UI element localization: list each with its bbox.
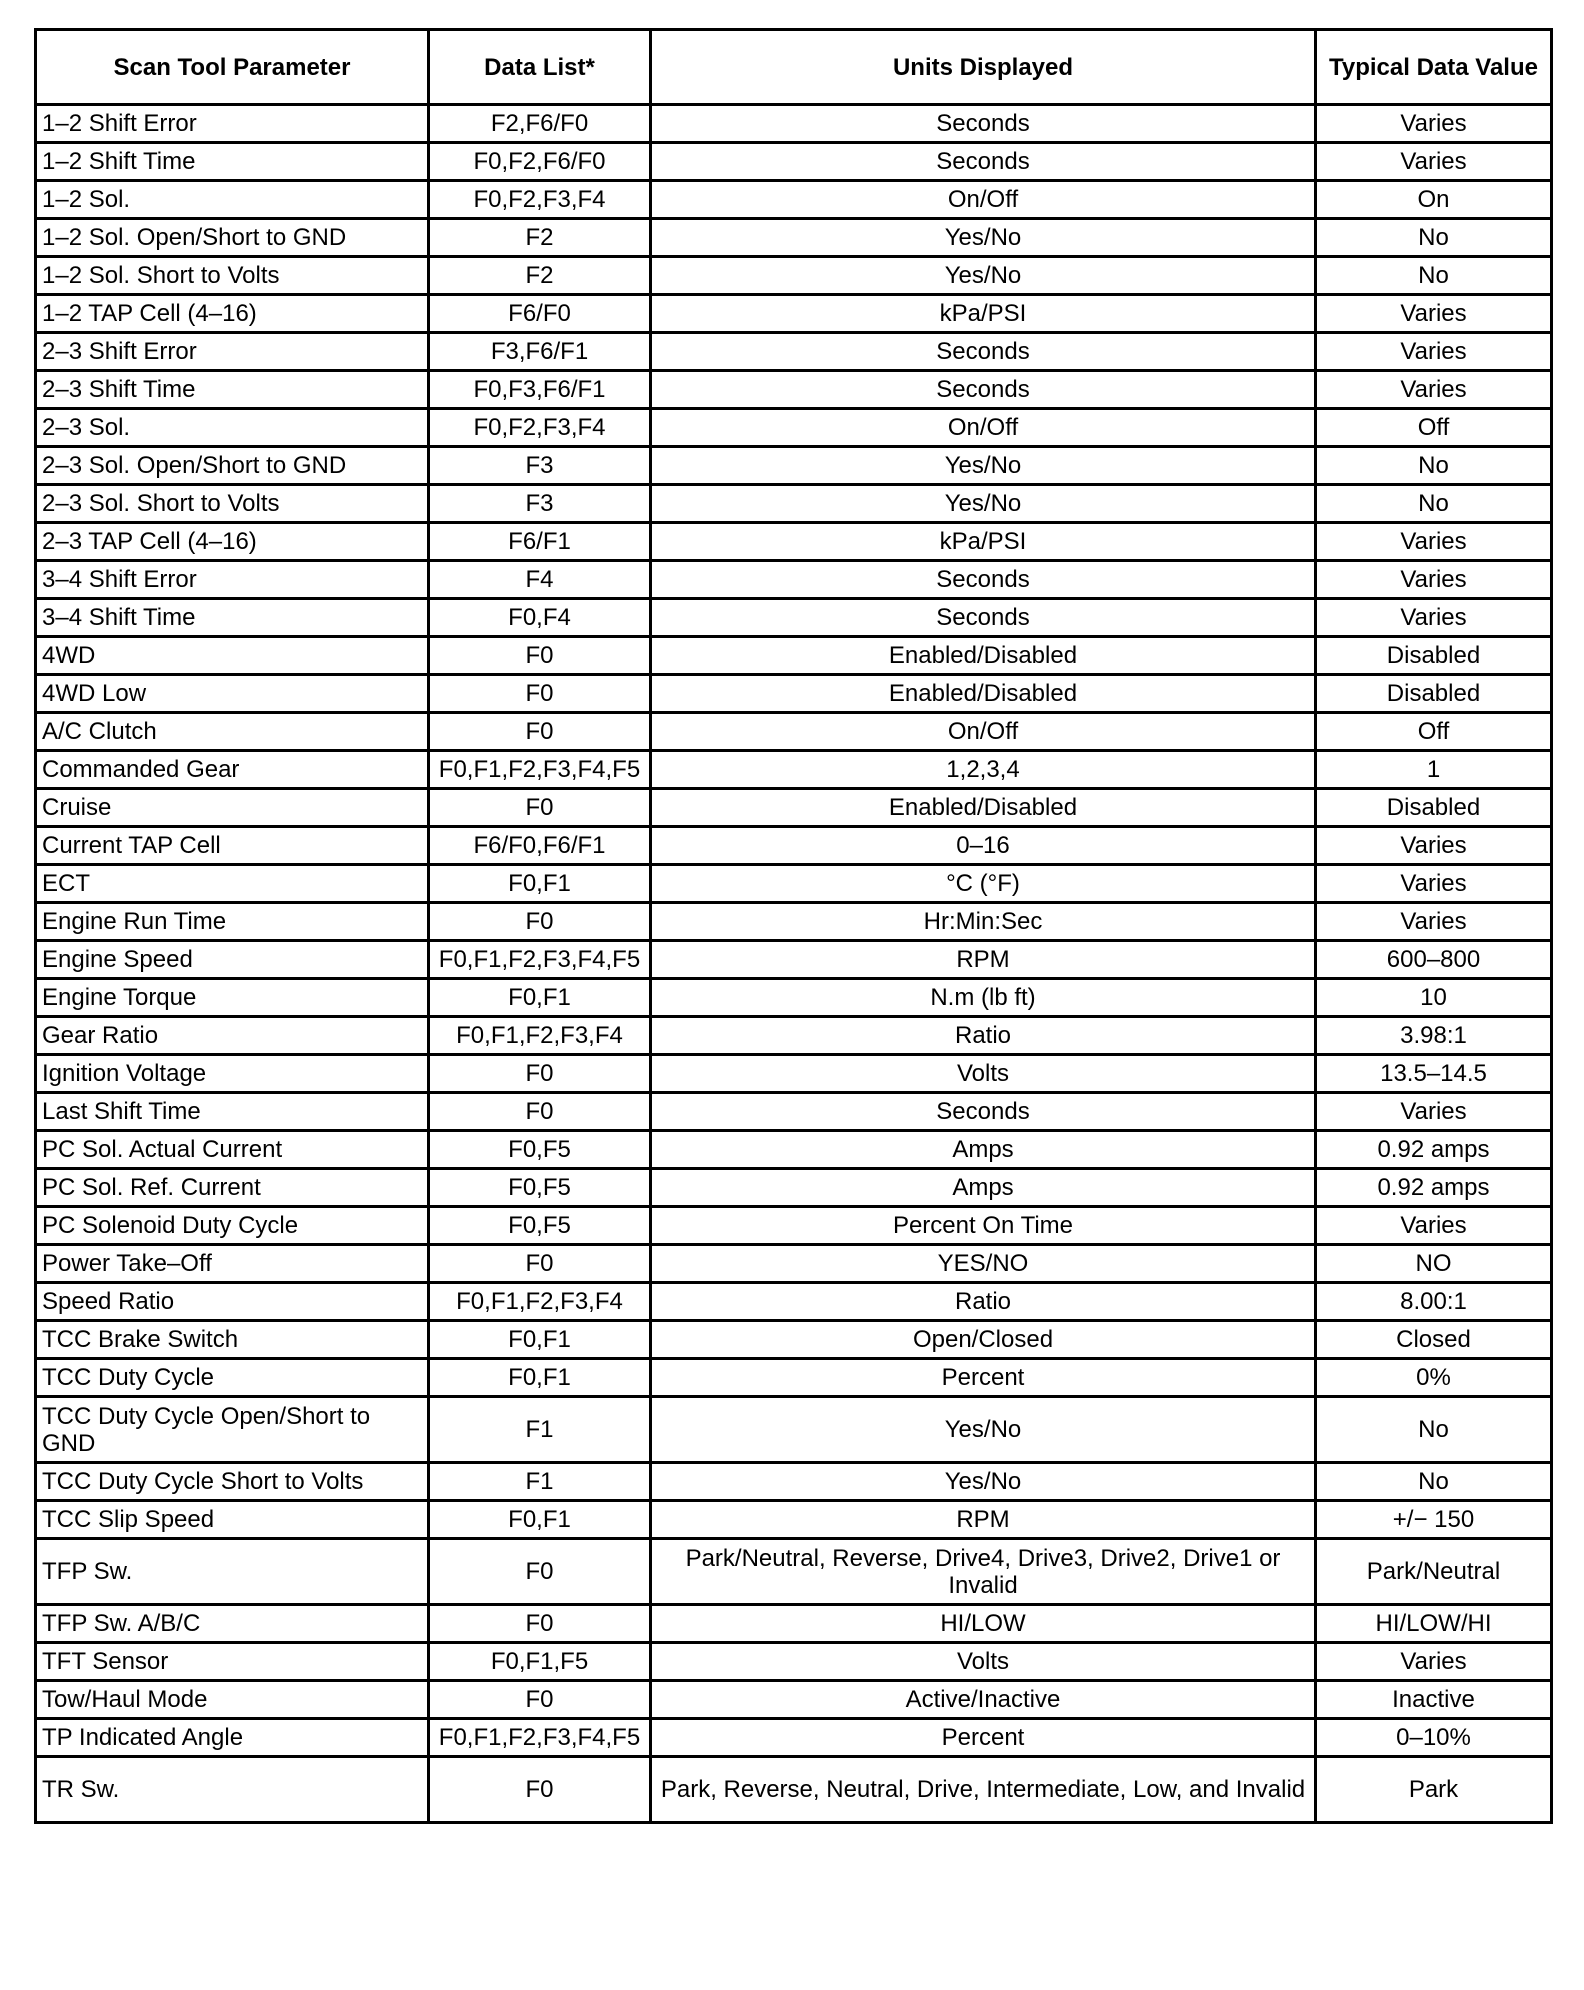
- units-cell: Seconds: [651, 561, 1316, 599]
- table-row: [36, 1055, 1552, 1093]
- typical-value-cell: Off: [1316, 713, 1552, 751]
- parameter-cell: Engine Run Time: [36, 903, 429, 941]
- data-list-cell: F0,F2,F3,F4: [429, 409, 651, 447]
- table-row: [36, 143, 1552, 181]
- units-cell: Volts: [651, 1055, 1316, 1093]
- typical-value-cell: 8.00:1: [1316, 1283, 1552, 1321]
- typical-value-cell: Varies: [1316, 827, 1552, 865]
- table-row: [36, 219, 1552, 257]
- typical-value-cell: Varies: [1316, 105, 1552, 143]
- typical-value-cell: Varies: [1316, 143, 1552, 181]
- typical-value-cell: 0–10%: [1316, 1719, 1552, 1757]
- table-row: [36, 409, 1552, 447]
- table-row: [36, 865, 1552, 903]
- units-cell: On/Off: [651, 713, 1316, 751]
- table-row: [36, 827, 1552, 865]
- parameter-cell: 1–2 TAP Cell (4–16): [36, 295, 429, 333]
- typical-value-cell: Varies: [1316, 865, 1552, 903]
- parameter-cell: 4WD: [36, 637, 429, 675]
- data-list-cell: F0: [429, 1605, 651, 1643]
- header-data-list: Data List*: [429, 30, 651, 105]
- parameter-cell: 1–2 Sol.: [36, 181, 429, 219]
- units-cell: Yes/No: [651, 1397, 1316, 1463]
- units-cell: Enabled/Disabled: [651, 789, 1316, 827]
- data-list-cell: F2,F6/F0: [429, 105, 651, 143]
- data-list-cell: F1: [429, 1397, 651, 1463]
- typical-value-cell: Disabled: [1316, 675, 1552, 713]
- parameter-cell: TFT Sensor: [36, 1643, 429, 1681]
- header-scan-tool-parameter: Scan Tool Parameter: [36, 30, 429, 105]
- header-row: [36, 30, 1552, 105]
- units-cell: 1,2,3,4: [651, 751, 1316, 789]
- parameter-cell: 2–3 TAP Cell (4–16): [36, 523, 429, 561]
- units-cell: Seconds: [651, 333, 1316, 371]
- typical-value-cell: Varies: [1316, 903, 1552, 941]
- table-row: [36, 1757, 1552, 1823]
- data-list-cell: F0,F4: [429, 599, 651, 637]
- parameter-cell: 2–3 Sol.: [36, 409, 429, 447]
- units-cell: Percent: [651, 1719, 1316, 1757]
- parameter-cell: PC Solenoid Duty Cycle: [36, 1207, 429, 1245]
- units-cell: Amps: [651, 1169, 1316, 1207]
- units-cell: Open/Closed: [651, 1321, 1316, 1359]
- table-row: [36, 1207, 1552, 1245]
- table-row: [36, 1605, 1552, 1643]
- units-cell: Park, Reverse, Neutral, Drive, Intermediate, Low, and Invalid: [651, 1757, 1316, 1823]
- units-cell: Seconds: [651, 143, 1316, 181]
- table-row: [36, 903, 1552, 941]
- typical-value-cell: Varies: [1316, 371, 1552, 409]
- data-list-cell: F2: [429, 257, 651, 295]
- table-row: [36, 751, 1552, 789]
- table-row: [36, 1131, 1552, 1169]
- parameter-cell: 2–3 Sol. Short to Volts: [36, 485, 429, 523]
- units-cell: Volts: [651, 1643, 1316, 1681]
- data-list-cell: F0: [429, 1093, 651, 1131]
- data-list-cell: F1: [429, 1463, 651, 1501]
- units-cell: On/Off: [651, 409, 1316, 447]
- table-row: [36, 295, 1552, 333]
- typical-value-cell: HI/LOW/HI: [1316, 1605, 1552, 1643]
- typical-value-cell: Varies: [1316, 1643, 1552, 1681]
- parameter-cell: TR Sw.: [36, 1757, 429, 1823]
- data-list-cell: F0,F5: [429, 1131, 651, 1169]
- parameter-cell: TP Indicated Angle: [36, 1719, 429, 1757]
- units-cell: 0–16: [651, 827, 1316, 865]
- typical-value-cell: Varies: [1316, 1207, 1552, 1245]
- data-list-cell: F2: [429, 219, 651, 257]
- table-row: [36, 599, 1552, 637]
- parameter-cell: 1–2 Shift Time: [36, 143, 429, 181]
- typical-value-cell: Park: [1316, 1757, 1552, 1823]
- data-list-cell: F0: [429, 1055, 651, 1093]
- data-list-cell: F3,F6/F1: [429, 333, 651, 371]
- typical-value-cell: Disabled: [1316, 637, 1552, 675]
- data-list-cell: F0,F1: [429, 1501, 651, 1539]
- typical-value-cell: NO: [1316, 1245, 1552, 1283]
- parameter-cell: TCC Duty Cycle Open/Short to GND: [36, 1397, 429, 1463]
- units-cell: Seconds: [651, 599, 1316, 637]
- data-list-cell: F0: [429, 903, 651, 941]
- data-list-cell: F0,F1,F2,F3,F4,F5: [429, 1719, 651, 1757]
- parameter-cell: Current TAP Cell: [36, 827, 429, 865]
- typical-value-cell: No: [1316, 1397, 1552, 1463]
- table-row: [36, 257, 1552, 295]
- data-list-cell: F0: [429, 637, 651, 675]
- data-list-cell: F0,F3,F6/F1: [429, 371, 651, 409]
- table-row: [36, 105, 1552, 143]
- units-cell: HI/LOW: [651, 1605, 1316, 1643]
- table-row: [36, 1283, 1552, 1321]
- typical-value-cell: Closed: [1316, 1321, 1552, 1359]
- typical-value-cell: On: [1316, 181, 1552, 219]
- data-list-cell: F0,F5: [429, 1169, 651, 1207]
- units-cell: Enabled/Disabled: [651, 637, 1316, 675]
- units-cell: Seconds: [651, 1093, 1316, 1131]
- units-cell: Yes/No: [651, 447, 1316, 485]
- parameter-cell: Speed Ratio: [36, 1283, 429, 1321]
- data-list-cell: F0,F1,F2,F3,F4,F5: [429, 941, 651, 979]
- units-cell: Ratio: [651, 1283, 1316, 1321]
- parameter-cell: Power Take–Off: [36, 1245, 429, 1283]
- typical-value-cell: 0%: [1316, 1359, 1552, 1397]
- parameter-cell: 1–2 Shift Error: [36, 105, 429, 143]
- parameter-cell: A/C Clutch: [36, 713, 429, 751]
- units-cell: Yes/No: [651, 485, 1316, 523]
- units-cell: Ratio: [651, 1017, 1316, 1055]
- table-row: [36, 1321, 1552, 1359]
- data-list-cell: F0,F1,F5: [429, 1643, 651, 1681]
- parameter-cell: 4WD Low: [36, 675, 429, 713]
- table-row: [36, 181, 1552, 219]
- units-cell: °C (°F): [651, 865, 1316, 903]
- parameter-cell: 3–4 Shift Time: [36, 599, 429, 637]
- header-typical-data-value: Typical Data Value: [1316, 30, 1552, 105]
- parameter-cell: TCC Slip Speed: [36, 1501, 429, 1539]
- typical-value-cell: 600–800: [1316, 941, 1552, 979]
- typical-value-cell: Off: [1316, 409, 1552, 447]
- parameter-cell: Engine Speed: [36, 941, 429, 979]
- typical-value-cell: No: [1316, 485, 1552, 523]
- table-row: [36, 1539, 1552, 1605]
- typical-value-cell: Varies: [1316, 523, 1552, 561]
- data-list-cell: F0,F5: [429, 1207, 651, 1245]
- data-list-cell: F0: [429, 1539, 651, 1605]
- typical-value-cell: Disabled: [1316, 789, 1552, 827]
- table-row: [36, 1643, 1552, 1681]
- units-cell: Active/Inactive: [651, 1681, 1316, 1719]
- table-row: [36, 1681, 1552, 1719]
- typical-value-cell: 10: [1316, 979, 1552, 1017]
- typical-value-cell: 1: [1316, 751, 1552, 789]
- typical-value-cell: 0.92 amps: [1316, 1169, 1552, 1207]
- data-list-cell: F0,F1: [429, 979, 651, 1017]
- typical-value-cell: No: [1316, 257, 1552, 295]
- parameter-cell: Ignition Voltage: [36, 1055, 429, 1093]
- data-list-cell: F0: [429, 1681, 651, 1719]
- units-cell: Yes/No: [651, 1463, 1316, 1501]
- table-row: [36, 1463, 1552, 1501]
- table-row: [36, 485, 1552, 523]
- data-list-cell: F6/F0: [429, 295, 651, 333]
- table-row: [36, 1245, 1552, 1283]
- table-row: [36, 1169, 1552, 1207]
- table-row: [36, 713, 1552, 751]
- units-cell: On/Off: [651, 181, 1316, 219]
- table-row: [36, 941, 1552, 979]
- parameter-cell: TCC Duty Cycle Short to Volts: [36, 1463, 429, 1501]
- parameter-cell: Tow/Haul Mode: [36, 1681, 429, 1719]
- data-list-cell: F0,F1: [429, 865, 651, 903]
- table-row: [36, 979, 1552, 1017]
- typical-value-cell: Varies: [1316, 295, 1552, 333]
- parameter-cell: PC Sol. Actual Current: [36, 1131, 429, 1169]
- typical-value-cell: 13.5–14.5: [1316, 1055, 1552, 1093]
- parameter-cell: TCC Brake Switch: [36, 1321, 429, 1359]
- units-cell: N.m (lb ft): [651, 979, 1316, 1017]
- data-list-cell: F0,F2,F6/F0: [429, 143, 651, 181]
- typical-value-cell: Varies: [1316, 333, 1552, 371]
- parameter-cell: ECT: [36, 865, 429, 903]
- units-cell: Park/Neutral, Reverse, Drive4, Drive3, Drive2, Drive1 or Invalid: [651, 1539, 1316, 1605]
- units-cell: Enabled/Disabled: [651, 675, 1316, 713]
- units-cell: Percent: [651, 1359, 1316, 1397]
- data-list-cell: F0,F1: [429, 1359, 651, 1397]
- data-list-cell: F6/F0,F6/F1: [429, 827, 651, 865]
- data-list-cell: F4: [429, 561, 651, 599]
- parameter-cell: TFP Sw.: [36, 1539, 429, 1605]
- parameter-cell: 3–4 Shift Error: [36, 561, 429, 599]
- parameter-cell: 2–3 Shift Time: [36, 371, 429, 409]
- data-list-cell: F6/F1: [429, 523, 651, 561]
- units-cell: Percent On Time: [651, 1207, 1316, 1245]
- table-row: [36, 1093, 1552, 1131]
- table-row: [36, 371, 1552, 409]
- units-cell: YES/NO: [651, 1245, 1316, 1283]
- table-row: [36, 789, 1552, 827]
- table-row: [36, 1359, 1552, 1397]
- table-row: [36, 675, 1552, 713]
- parameter-cell: TFP Sw. A/B/C: [36, 1605, 429, 1643]
- parameter-cell: PC Sol. Ref. Current: [36, 1169, 429, 1207]
- parameter-cell: Gear Ratio: [36, 1017, 429, 1055]
- typical-value-cell: Varies: [1316, 1093, 1552, 1131]
- table-row: [36, 523, 1552, 561]
- data-list-cell: F0,F1,F2,F3,F4: [429, 1283, 651, 1321]
- parameter-cell: 1–2 Sol. Short to Volts: [36, 257, 429, 295]
- typical-value-cell: Varies: [1316, 599, 1552, 637]
- table-row: [36, 333, 1552, 371]
- data-list-cell: F0: [429, 789, 651, 827]
- typical-value-cell: 0.92 amps: [1316, 1131, 1552, 1169]
- data-list-cell: F0,F1,F2,F3,F4: [429, 1017, 651, 1055]
- units-cell: Yes/No: [651, 257, 1316, 295]
- units-cell: kPa/PSI: [651, 523, 1316, 561]
- data-list-cell: F3: [429, 485, 651, 523]
- typical-value-cell: No: [1316, 1463, 1552, 1501]
- table-body: [36, 105, 1552, 1823]
- units-cell: Seconds: [651, 105, 1316, 143]
- scan-tool-data-table: [34, 28, 1553, 1824]
- units-cell: Amps: [651, 1131, 1316, 1169]
- table-row: [36, 1501, 1552, 1539]
- table-row: [36, 1397, 1552, 1463]
- data-list-cell: F0,F1,F2,F3,F4,F5: [429, 751, 651, 789]
- units-cell: RPM: [651, 941, 1316, 979]
- data-list-cell: F3: [429, 447, 651, 485]
- typical-value-cell: Varies: [1316, 561, 1552, 599]
- units-cell: Seconds: [651, 371, 1316, 409]
- parameter-cell: Cruise: [36, 789, 429, 827]
- parameter-cell: Last Shift Time: [36, 1093, 429, 1131]
- typical-value-cell: No: [1316, 447, 1552, 485]
- typical-value-cell: No: [1316, 219, 1552, 257]
- units-cell: Yes/No: [651, 219, 1316, 257]
- parameter-cell: Engine Torque: [36, 979, 429, 1017]
- table-row: [36, 447, 1552, 485]
- table-row: [36, 1017, 1552, 1055]
- data-list-cell: F0: [429, 1245, 651, 1283]
- data-list-cell: F0: [429, 675, 651, 713]
- table-header: [36, 30, 1552, 105]
- table-row: [36, 1719, 1552, 1757]
- table-row: [36, 637, 1552, 675]
- data-list-cell: F0: [429, 713, 651, 751]
- data-list-cell: F0,F1: [429, 1321, 651, 1359]
- parameter-cell: 2–3 Sol. Open/Short to GND: [36, 447, 429, 485]
- data-list-cell: F0: [429, 1757, 651, 1823]
- typical-value-cell: 3.98:1: [1316, 1017, 1552, 1055]
- typical-value-cell: +/− 150: [1316, 1501, 1552, 1539]
- data-list-cell: F0,F2,F3,F4: [429, 181, 651, 219]
- parameter-cell: 1–2 Sol. Open/Short to GND: [36, 219, 429, 257]
- units-cell: kPa/PSI: [651, 295, 1316, 333]
- parameter-cell: TCC Duty Cycle: [36, 1359, 429, 1397]
- units-cell: Hr:Min:Sec: [651, 903, 1316, 941]
- header-units-displayed: Units Displayed: [651, 30, 1316, 105]
- units-cell: RPM: [651, 1501, 1316, 1539]
- typical-value-cell: Inactive: [1316, 1681, 1552, 1719]
- table-row: [36, 561, 1552, 599]
- typical-value-cell: Park/Neutral: [1316, 1539, 1552, 1605]
- parameter-cell: Commanded Gear: [36, 751, 429, 789]
- parameter-cell: 2–3 Shift Error: [36, 333, 429, 371]
